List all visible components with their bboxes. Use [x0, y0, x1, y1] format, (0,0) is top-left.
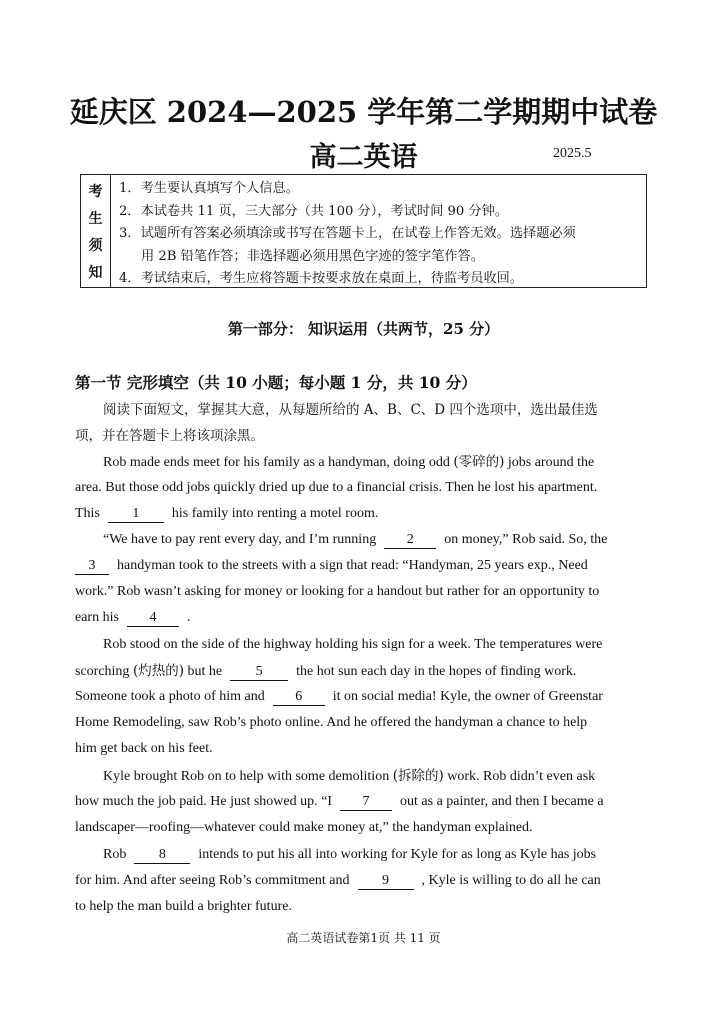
passage-line: Rob 8 intends to put his all into working for Kyle for as long as Kyle has jobs [103, 847, 597, 862]
passage-line: Rob stood on the side of the highway holding his sign for a week. The temperatures were [103, 637, 603, 652]
instructions-line: 项，并在答题卡上将该项涂黑。 [75, 428, 264, 444]
passage-line: Someone took a photo of him and 6 it on social media! Kyle, the owner of Greenstar [75, 689, 603, 704]
passage-line: Rob made ends meet for his family as a handyman, doing odd (零碎的) jobs around the [103, 454, 595, 470]
notice-item-continuation: 用 2B 铅笔作答；非选择题必须用黑色字迹的签字笔作答。 [141, 248, 484, 264]
gloss: (灼热的) [132, 663, 184, 679]
instructions [75, 397, 655, 449]
passage-line: work.” Rob wasn’t asking for money or looking for a handout but rather for an opportunity to [75, 584, 600, 599]
blank-6: 6 [273, 689, 325, 706]
page-footer: 高二英语试卷第1页 共 11 页 [286, 931, 441, 945]
exam-date: 2025.5 [553, 146, 592, 161]
notice-label-char: 考 [88, 183, 103, 200]
passage-line: him get back on his feet. [75, 741, 213, 756]
notice-item: 4．考试结束后，考生应将答题卡按要求放在桌面上，待监考员收回。 [119, 271, 524, 286]
notice-item: 3．试题所有答案必须填涂或书写在答题卡上，在试卷上作答无效。选择题必须 [119, 226, 576, 241]
passage-line: scorching (灼热的) but he 5 the hot sun each day in the hopes of finding work. [75, 663, 577, 679]
blank-3: 3 [75, 558, 109, 575]
gloss: (零碎的) [453, 454, 505, 470]
blank-4: 4 [127, 610, 179, 627]
notice-label-char: 须 [88, 237, 103, 254]
notice-label-char: 生 [88, 210, 103, 227]
passage-line: how much the job paid. He just showed up. “I 7 out as a painter, and then I became a [75, 794, 604, 809]
notice-item: 1．考生要认真填写个人信息。 [119, 181, 299, 196]
blank-2: 2 [384, 532, 436, 549]
instructions-line: 阅读下面短文，掌握其大意，从每题所给的 A、B、C、D 四个选项中，选出最佳选 [103, 402, 598, 418]
passage-paragraph-2 [75, 527, 655, 631]
gloss: (拆除的) [392, 768, 444, 784]
passage-line: “We have to pay rent every day, and I’m running 2 on money,” Rob said. So, the [103, 532, 608, 547]
blank-7: 7 [340, 794, 392, 811]
notice-items [119, 178, 644, 291]
passage-line: Kyle brought Rob on to help with some demolition (拆除的) work. Rob didn’t even ask [103, 768, 596, 784]
exam-title: 延庆区 2024—2025 学年第二学期期中试卷 [69, 95, 658, 129]
notice-box [80, 174, 647, 288]
notice-label-char: 知 [88, 264, 103, 281]
passage-line: to help the man build a brighter future. [75, 899, 292, 914]
blank-8: 8 [134, 847, 190, 864]
passage-line: This 1 his family into renting a motel room. [75, 506, 379, 521]
passage-line: Home Remodeling, saw Rob’s photo online. And he offered the handyman a chance to help [75, 715, 588, 730]
passage-line: for him. And after seeing Rob’s commitment and 9 , Kyle is willing to do all he can [75, 873, 601, 888]
exam-subject: 高二英语 [309, 142, 418, 173]
passage-line: earn his 4 . [75, 610, 191, 625]
notice-item: 2．本试卷共 11 页，三大部分（共 100 分），考试时间 90 分钟。 [119, 203, 508, 219]
blank-1: 1 [108, 506, 164, 523]
notice-label [81, 175, 111, 287]
part1-title: 第一部分： 知识运用（共两节，25 分） [227, 320, 500, 338]
passage-line: 3 handyman took to the streets with a sign that read: “Handyman, 25 years exp., Need [75, 553, 655, 579]
passage-line: landscaper—roofing—whatever could make money at,” the handyman explained. [75, 820, 533, 835]
passage-paragraph-4 [75, 763, 655, 841]
passage-paragraph-1 [75, 449, 655, 527]
blank-9: 9 [358, 873, 414, 890]
passage-line: area. But those odd jobs quickly dried up due to a financial crisis. Then he lost his apartment. [75, 480, 598, 495]
passage-paragraph-3 [75, 632, 655, 762]
passage-paragraph-5 [75, 842, 655, 920]
section1-title: 第一节 完形填空（共 10 小题；每小题 1 分，共 10 分） [75, 373, 477, 392]
blank-5: 5 [230, 664, 288, 681]
